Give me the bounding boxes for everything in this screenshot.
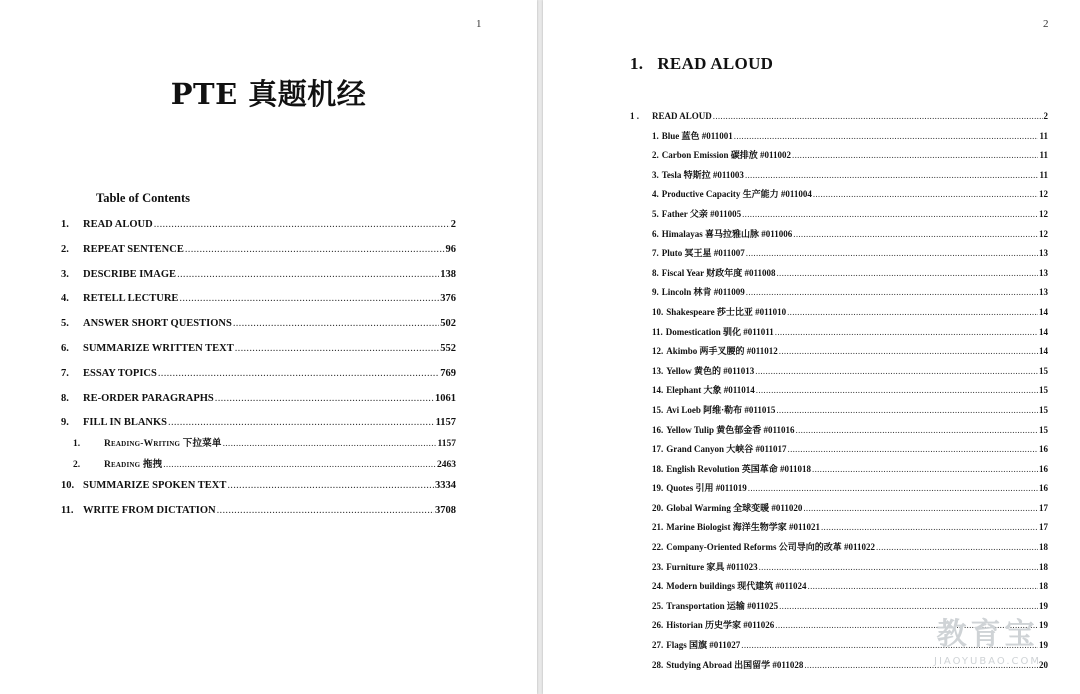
toc-entry-page: 3334 <box>435 480 456 492</box>
toc-entry-number: 24. <box>652 581 664 592</box>
toc-entry-label: Flags 国旗 #011027 <box>666 640 741 651</box>
toc-subentry[interactable] <box>652 267 1048 280</box>
toc-subentry[interactable] <box>652 326 1048 339</box>
toc-entry-page: 12 <box>1039 189 1048 200</box>
toc-subentry[interactable] <box>652 561 1048 574</box>
toc-entry-number: 2. <box>652 150 659 161</box>
toc-entry-page: 3708 <box>435 505 456 517</box>
toc-entry-label: Reading-Writing 下拉菜单 <box>104 439 222 450</box>
toc-subentry[interactable] <box>652 365 1048 378</box>
toc-entry-label: Furniture 家具 #011023 <box>666 561 758 572</box>
toc-entry-label: Lincoln 林肯 #011009 <box>661 287 745 298</box>
toc-entry-number: 4. <box>61 293 69 305</box>
toc-entry-label: Blue 蓝色 #011001 <box>661 130 733 141</box>
toc-entry[interactable] <box>61 342 456 356</box>
toc-entry-number: 8. <box>61 392 69 404</box>
toc-entry-page: 11 <box>1039 169 1048 180</box>
document-page-1 <box>0 0 537 694</box>
dot-leader <box>787 306 1038 319</box>
toc-entry-number: 15. <box>652 404 664 415</box>
toc-entry-page: 12 <box>1039 208 1048 219</box>
toc-entry[interactable] <box>61 218 456 232</box>
toc-subentry[interactable] <box>652 208 1048 221</box>
toc-subentry[interactable] <box>652 228 1048 241</box>
toc-entry-number: 27. <box>652 640 664 651</box>
toc-entry[interactable] <box>61 243 456 257</box>
toc-subentry[interactable] <box>652 424 1048 437</box>
toc-entry-number: 1. <box>652 130 659 141</box>
dot-leader <box>876 541 1038 554</box>
toc-entry-page: 17 <box>1039 522 1048 533</box>
toc-entry-label: Quotes 引用 #011019 <box>666 483 747 494</box>
toc-entry-label: Tesla 特斯拉 #011003 <box>661 169 744 180</box>
toc-entry-number: 8. <box>652 267 659 278</box>
watermark-logo <box>905 615 1070 685</box>
toc-entry-label: Productive Capacity 生产能力 #011004 <box>661 189 812 200</box>
toc-entry-page: 12 <box>1039 228 1048 239</box>
toc-entry-page: 15 <box>1039 385 1048 396</box>
dot-leader <box>788 443 1038 456</box>
dot-leader <box>775 326 1038 339</box>
toc-entry-page: 17 <box>1039 502 1048 513</box>
toc-entry-label: SUMMARIZE SPOKEN TEXT <box>83 480 227 492</box>
toc-entry-page: 19 <box>1039 620 1048 631</box>
toc-entry-number: 26. <box>652 620 664 631</box>
toc-subentry[interactable] <box>652 443 1048 456</box>
toc-entry-page: 19 <box>1039 640 1048 651</box>
toc-entry-page: 15 <box>1039 365 1048 376</box>
toc-entry-page: 769 <box>440 367 456 379</box>
toc-entry-number: 21. <box>652 522 664 533</box>
toc-entry-page: 96 <box>445 243 456 255</box>
dot-leader <box>223 437 437 451</box>
toc-entry-label: Himalayas 喜马拉雅山脉 #011006 <box>661 228 793 239</box>
toc-entry-page: 20 <box>1039 659 1048 670</box>
dot-leader <box>779 600 1038 613</box>
toc-entry-label: FILL IN BLANKS <box>83 417 168 429</box>
toc-entry[interactable] <box>630 110 1048 123</box>
toc-entry[interactable] <box>61 416 456 430</box>
toc-entry-label: Elephant 大象 #011014 <box>666 385 755 396</box>
toc-entry-label: READ ALOUD <box>652 111 712 121</box>
toc-entry-number: 10. <box>652 306 664 317</box>
toc-subentry[interactable] <box>73 458 456 472</box>
toc-entry-number: 23. <box>652 561 664 572</box>
toc-entry-label: Reading 拖拽 <box>104 460 163 471</box>
dot-leader <box>813 188 1038 201</box>
dot-leader <box>792 149 1038 162</box>
dot-leader <box>812 463 1038 476</box>
dot-leader <box>154 218 450 232</box>
toc-entry-page: 1061 <box>435 392 456 404</box>
dot-leader <box>748 482 1038 495</box>
watermark-url: JIAOYUBAO.COM <box>934 656 1041 667</box>
toc-entry-label: Historian 历史学家 #011026 <box>666 620 775 631</box>
toc-entry-number: 7. <box>61 367 69 379</box>
toc-subentry[interactable] <box>652 404 1048 417</box>
toc-entry-page: 14 <box>1039 326 1048 337</box>
toc-entry-label: Yellow 黄色的 #011013 <box>666 365 755 376</box>
dot-leader <box>808 580 1038 593</box>
toc-entry-number: 3. <box>61 268 69 280</box>
toc-entry-page: 1157 <box>435 417 456 429</box>
section-title: READ ALOUD <box>657 54 774 73</box>
dot-leader <box>793 228 1038 241</box>
toc-subentry[interactable] <box>652 384 1048 397</box>
toc-entry-page: 16 <box>1039 483 1048 494</box>
toc-subentry[interactable] <box>652 580 1048 593</box>
dot-leader <box>759 561 1038 574</box>
page-number: 1 <box>476 18 482 30</box>
toc-subentry[interactable] <box>652 306 1048 319</box>
dot-leader <box>776 404 1038 417</box>
toc-entry-number: 2. <box>61 243 69 255</box>
toc-entry-label: English Revolution 英国革命 #011018 <box>666 463 812 474</box>
dot-leader <box>177 268 439 282</box>
dot-leader <box>803 502 1038 515</box>
toc-subentry[interactable] <box>652 247 1048 260</box>
toc-entry-page: 2 <box>450 219 456 230</box>
toc-entry-label: Grand Canyon 大峡谷 #011017 <box>666 444 787 455</box>
toc-entry-number: 17. <box>652 444 664 455</box>
dot-leader <box>746 286 1038 299</box>
toc-entry-label: Studying Abroad 出国留学 #011028 <box>666 659 804 670</box>
toc-entry-page: 502 <box>440 318 456 330</box>
toc-entry-label: WRITE FROM DICTATION <box>83 505 216 517</box>
toc-entry-page: 16 <box>1039 444 1048 455</box>
dot-leader <box>734 130 1039 143</box>
dot-leader <box>163 458 436 472</box>
dot-leader <box>158 367 439 381</box>
toc-entry-number: 28. <box>652 659 664 670</box>
toc-entry-label: REPEAT SENTENCE <box>83 243 184 255</box>
dot-leader <box>779 345 1038 358</box>
dot-leader <box>755 365 1038 378</box>
toc-entry-label: Company-Oriented Reforms 公司导向的改革 #011022 <box>666 542 875 553</box>
toc-subentry[interactable] <box>652 345 1048 358</box>
toc-entry-number: 10. <box>61 480 75 492</box>
toc-entry-label: Transportation 运输 #011025 <box>666 600 779 611</box>
dot-leader <box>745 169 1039 182</box>
section-number: 1. <box>630 54 644 73</box>
dot-leader <box>179 292 439 306</box>
dot-leader <box>756 384 1038 397</box>
toc-entry-page: 1157 <box>437 439 456 450</box>
toc-entry-number: 14. <box>652 385 664 396</box>
toc-entry-label: Modern buildings 现代建筑 #011024 <box>666 581 807 592</box>
dot-leader <box>185 243 445 257</box>
toc-entry-number: 12. <box>652 346 664 357</box>
toc-entry-label: Fiscal Year 财政年度 #011008 <box>661 267 776 278</box>
toc-entry-number: 16. <box>652 424 664 435</box>
dot-leader <box>821 521 1038 534</box>
toc-entry-number: 11. <box>61 505 74 517</box>
dot-leader <box>168 416 435 430</box>
toc-entry-page: 18 <box>1039 542 1048 553</box>
dot-leader <box>742 208 1038 221</box>
toc-entry-page: 376 <box>440 293 456 305</box>
toc-entry-page: 13 <box>1039 248 1048 259</box>
toc-entry-number: 18. <box>652 463 664 474</box>
toc-entry-page: 19 <box>1039 600 1048 611</box>
toc-entry-label: Global Warming 全球变暖 #011020 <box>666 502 803 513</box>
watermark-text: 教育宝 <box>936 617 1039 652</box>
toc-entry-number: 5. <box>652 208 659 219</box>
toc-entry-number: 20. <box>652 502 664 513</box>
toc-entry-label: Marine Biologist 海洋生物学家 #011021 <box>666 522 820 533</box>
toc-entry-label: Pluto 冥王星 #011007 <box>661 248 745 259</box>
toc-subentry[interactable] <box>652 541 1048 554</box>
section-toc <box>630 110 1048 678</box>
dot-leader <box>796 424 1038 437</box>
toc-entry-page: 138 <box>440 268 456 280</box>
toc-entry-number: 13. <box>652 365 664 376</box>
toc-subentry[interactable] <box>73 437 456 451</box>
toc-entry[interactable] <box>61 479 456 493</box>
toc-entry-number: 1. <box>61 219 69 230</box>
toc-entry-number: 25. <box>652 600 664 611</box>
toc-entry-label: ANSWER SHORT QUESTIONS <box>83 318 232 330</box>
toc-entry-label: RETELL LECTURE <box>83 293 179 305</box>
toc-entry-page: 2463 <box>437 460 456 471</box>
toc-entry-number: 5. <box>61 318 69 330</box>
toc-entry-page: 15 <box>1039 404 1048 415</box>
toc-entry-number: 6. <box>61 342 69 354</box>
toc-entry-label: READ ALOUD <box>83 219 153 230</box>
toc-entry-page: 552 <box>440 342 456 354</box>
toc-entry-number: 2. <box>73 460 81 471</box>
dot-leader <box>215 392 434 406</box>
toc-entry-label: Carbon Emission 碳排放 #011002 <box>661 150 792 161</box>
toc-entry-label: ESSAY TOPICS <box>83 367 157 379</box>
toc-entry-page: 16 <box>1039 463 1048 474</box>
toc-entry-page: 14 <box>1039 346 1048 357</box>
toc-entry-number: 9. <box>652 287 659 298</box>
toc-heading: Table of Contents <box>96 191 190 205</box>
toc-subentry[interactable] <box>652 521 1048 534</box>
dot-leader <box>746 247 1038 260</box>
toc-entry-number: 9. <box>61 417 69 429</box>
toc-entry-label: Yellow Tulip 黄色郁金香 #011016 <box>666 424 795 435</box>
toc-subentry[interactable] <box>652 502 1048 515</box>
toc-entry[interactable] <box>61 367 456 381</box>
toc-entry-page: 18 <box>1039 561 1048 572</box>
toc-entry-label: Akimbo 两手叉腰的 #011012 <box>666 346 778 357</box>
toc-entry-label: RE-ORDER PARAGRAPHS <box>83 392 214 404</box>
toc-entry-number: 3. <box>652 169 659 180</box>
toc-entry-label: Avi Loeb 阿维·勒布 #011015 <box>666 404 776 415</box>
toc-subentry[interactable] <box>652 600 1048 613</box>
toc-entry[interactable] <box>61 504 456 518</box>
dot-leader <box>233 317 439 331</box>
toc-entry-page: 13 <box>1039 287 1048 298</box>
toc-entry-number: 22. <box>652 542 664 553</box>
toc-entry-page: 14 <box>1039 306 1048 317</box>
toc-entry-number: 19. <box>652 483 664 494</box>
table-of-contents <box>61 218 456 529</box>
toc-subentry[interactable] <box>652 482 1048 495</box>
toc-entry[interactable] <box>61 292 456 306</box>
dot-leader <box>217 504 434 518</box>
toc-entry-page: 11 <box>1039 130 1048 141</box>
page-number: 2 <box>1043 18 1049 30</box>
toc-entry-number: 7. <box>652 248 659 259</box>
dot-leader <box>777 267 1039 280</box>
toc-entry-page: 11 <box>1039 150 1048 161</box>
toc-entry-number: 4. <box>652 189 659 200</box>
toc-entry-number: 1 . <box>630 111 639 121</box>
toc-entry-label: Shakespeare 莎士比亚 #011010 <box>666 306 787 317</box>
toc-entry-label: SUMMARIZE WRITTEN TEXT <box>83 342 234 354</box>
dot-leader <box>235 342 440 356</box>
document-title: PTE 真题机经 <box>170 77 367 111</box>
section-heading <box>630 54 773 74</box>
toc-entry-number: 6. <box>652 228 659 239</box>
dot-leader <box>713 110 1043 123</box>
toc-entry-page: 18 <box>1039 581 1048 592</box>
toc-entry-page: 13 <box>1039 267 1048 278</box>
toc-subentry[interactable] <box>652 286 1048 299</box>
toc-subentry[interactable] <box>652 463 1048 476</box>
toc-entry-label: Father 父亲 #011005 <box>661 208 742 219</box>
toc-entry[interactable] <box>61 268 456 282</box>
toc-entry[interactable] <box>61 317 456 331</box>
toc-entry-label: DESCRIBE IMAGE <box>83 268 177 280</box>
document-page-2 <box>543 0 1080 694</box>
toc-entry-page: 15 <box>1039 424 1048 435</box>
toc-entry-label: Domestication 驯化 #011011 <box>665 326 774 337</box>
toc-subentry[interactable] <box>652 188 1048 201</box>
toc-entry-number: 1. <box>73 439 81 450</box>
dot-leader <box>227 479 434 493</box>
toc-subentry[interactable] <box>652 169 1048 182</box>
toc-entry[interactable] <box>61 392 456 406</box>
toc-subentry[interactable] <box>652 149 1048 162</box>
toc-entry-number: 11. <box>652 326 663 337</box>
toc-subentry[interactable] <box>652 130 1048 143</box>
toc-entry-page: 2 <box>1043 111 1048 121</box>
